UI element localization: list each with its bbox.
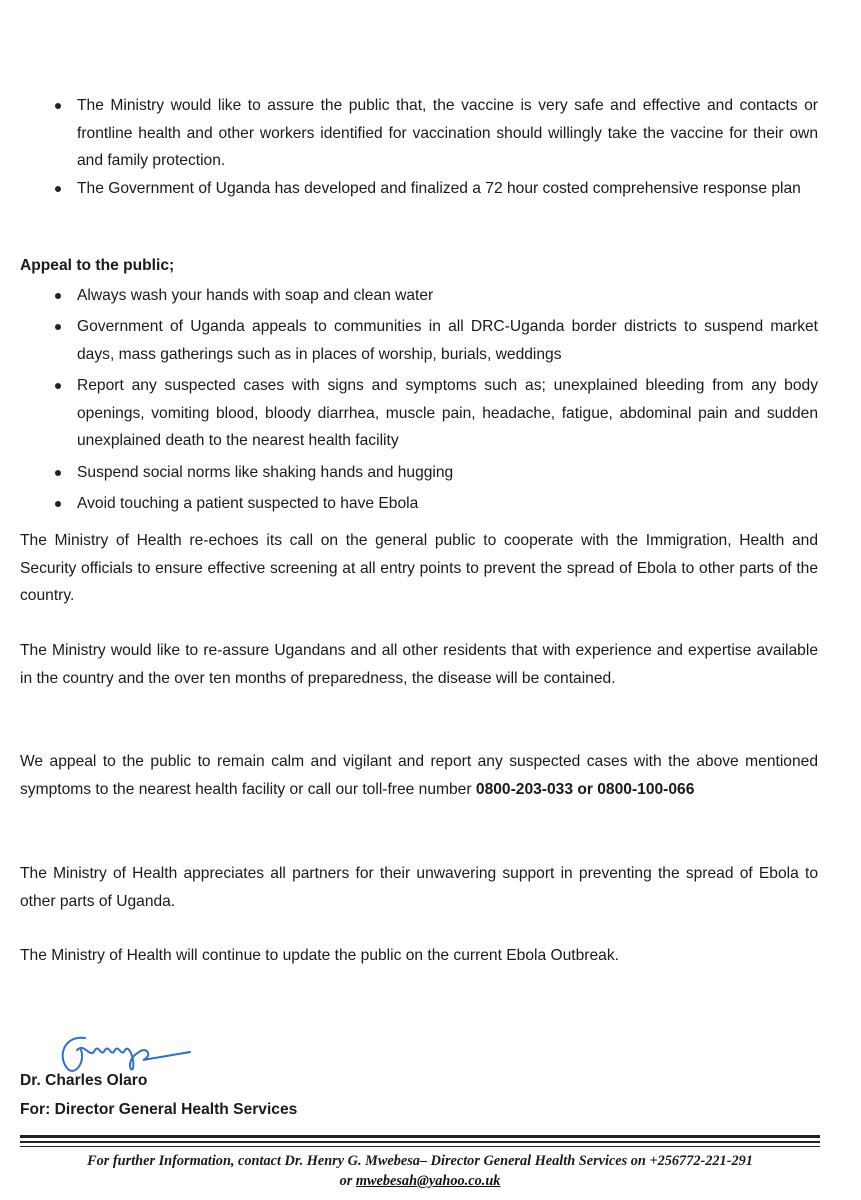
list-item: The Government of Uganda has developed and finalized a 72 hour costed comprehensive response plan [20, 175, 818, 203]
email-link[interactable]: mwebesah@yahoo.co.uk [355, 1173, 501, 1189]
paragraph-appeal-calm [20, 748, 818, 803]
toll-free-numbers: 0800-203-033 or 0800-100-066 [475, 780, 695, 798]
appeal-heading: Appeal to the public; [20, 257, 175, 274]
footer-contact-line: For further Information, contact Dr. Henry G. Mwebesa– Director General Health Services on +256772-221-291 [87, 1153, 753, 1169]
signatory-title: For: Director General Health Services [20, 1101, 298, 1118]
appeal-text: We appeal to the public to remain calm and vigilant and report any suspected cases with the above mentioned symptoms to the nearest health facility or call our toll-free number [20, 753, 818, 798]
footer-divider [20, 1141, 820, 1143]
list-item: Suspend social norms like shaking hands and hugging [20, 459, 818, 487]
footer-or: or [339, 1173, 356, 1189]
list-item: Always wash your hands with soap and clean water [20, 282, 818, 310]
paragraph-reassure: The Ministry would like to re-assure Ugandans and all other residents that with experience and expertise available in the country and the over ten months of preparedness, the disease will be contained. [20, 642, 818, 687]
paragraph-partners: The Ministry of Health appreciates all partners for their unwavering support in preventing the spread of Ebola to other parts of Uganda. [20, 865, 818, 910]
signatory-name: Dr. Charles Olaro [20, 1072, 148, 1089]
footer-contact [20, 1151, 820, 1191]
list-item: The Ministry would like to assure the public that, the vaccine is very safe and effective and contacts or frontline health and other workers identified for vaccination should willingly take the vaccine for their own and family protection. [20, 92, 818, 175]
appeal-section [20, 252, 818, 518]
top-bullet-list [20, 92, 818, 202]
list-item: Avoid touching a patient suspected to have Ebola [20, 490, 818, 518]
paragraph-update: The Ministry of Health will continue to update the public on the current Ebola Outbreak. [20, 947, 619, 964]
list-item: Government of Uganda appeals to communities in all DRC-Uganda border districts to suspend market days, mass gatherings such as in places of worship, burials, weddings [20, 313, 818, 368]
paragraph-cooperate: The Ministry of Health re-echoes its call on the general public to cooperate with the Immigration, Health and Security officials to ensure effective screening at all entry points to prevent the spread of Ebola to other parts of the country. [20, 532, 818, 604]
footer-divider [20, 1146, 820, 1147]
list-item: Report any suspected cases with signs and symptoms such as; unexplained bleeding from any body openings, vomiting blood, bloody diarrhea, muscle pain, headache, fatigue, abdominal pain and sudden unexplained death to the nearest health facility [20, 372, 818, 455]
footer-divider [20, 1135, 820, 1138]
